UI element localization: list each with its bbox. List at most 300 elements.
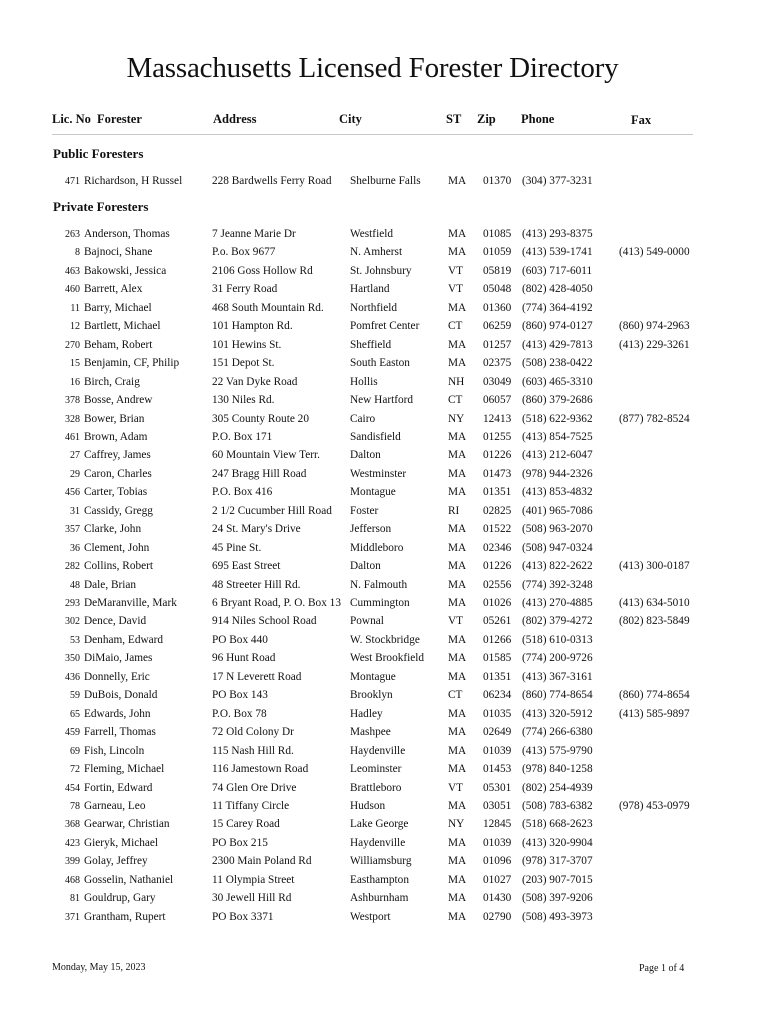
table-row xyxy=(0,671,770,689)
city-cell: Mashpee xyxy=(350,726,391,739)
phone-cell: (774) 364-4192 xyxy=(522,301,593,314)
table-row xyxy=(0,376,770,394)
table-row xyxy=(0,689,770,707)
zip-cell: 05301 xyxy=(483,781,512,794)
forester-name-cell: Edwards, John xyxy=(84,707,151,720)
zip-cell: 01360 xyxy=(483,301,512,314)
zip-cell: 01453 xyxy=(483,763,512,776)
state-cell: MA xyxy=(448,523,467,536)
state-cell: VT xyxy=(448,264,464,277)
table-row xyxy=(0,892,770,910)
zip-cell: 01255 xyxy=(483,430,512,443)
address-cell: 24 St. Mary's Drive xyxy=(212,523,301,536)
forester-name-cell: Cassidy, Gregg xyxy=(84,504,153,517)
city-cell: Hadley xyxy=(350,707,383,720)
address-cell: 15 Carey Road xyxy=(212,818,280,831)
header-st: ST xyxy=(446,112,462,126)
lic-no-cell: 8 xyxy=(75,247,80,259)
phone-cell: (802) 379-4272 xyxy=(522,615,593,628)
forester-name-cell: Caron, Charles xyxy=(84,467,152,480)
zip-cell: 12845 xyxy=(483,818,512,831)
table-row xyxy=(0,763,770,781)
forester-name-cell: DuBois, Donald xyxy=(84,689,158,702)
address-cell: 30 Jewell Hill Rd xyxy=(212,892,292,905)
fax-cell: (978) 453-0979 xyxy=(619,799,690,812)
city-cell: W. Stockbridge xyxy=(350,633,420,646)
address-cell: 116 Jamestown Road xyxy=(212,763,309,776)
city-cell: N. Falmouth xyxy=(350,578,408,591)
phone-cell: (413) 429-7813 xyxy=(522,338,593,351)
forester-name-cell: Clarke, John xyxy=(84,523,142,536)
forester-name-cell: Barrett, Alex xyxy=(84,283,143,296)
phone-cell: (774) 200-9726 xyxy=(522,652,593,665)
forester-name-cell: Beham, Robert xyxy=(84,338,153,351)
address-cell: 74 Glen Ore Drive xyxy=(212,781,297,794)
phone-cell: (978) 944-2326 xyxy=(522,467,593,480)
zip-cell: 01035 xyxy=(483,707,512,720)
lic-no-cell: 463 xyxy=(65,265,80,277)
forester-name-cell: Farrell, Thomas xyxy=(84,726,156,739)
state-cell: NY xyxy=(448,412,465,425)
fax-cell: (413) 585-9897 xyxy=(619,707,690,720)
lic-no-cell: 263 xyxy=(65,229,80,240)
address-cell: 101 Hewins St. xyxy=(212,338,282,351)
zip-cell: 02556 xyxy=(483,578,512,591)
phone-cell: (413) 212-6047 xyxy=(522,449,593,462)
city-cell: Leominster xyxy=(350,763,402,776)
table-row xyxy=(0,431,770,449)
city-cell: Shelburne Falls xyxy=(350,175,421,187)
phone-cell: (802) 254-4939 xyxy=(522,781,593,794)
zip-cell: 06057 xyxy=(483,394,512,407)
zip-cell: 01039 xyxy=(483,836,512,849)
table-row xyxy=(0,394,770,412)
state-cell: MA xyxy=(448,633,467,646)
table-row xyxy=(0,542,770,560)
zip-cell: 01585 xyxy=(483,652,512,665)
address-cell: 31 Ferry Road xyxy=(212,283,278,296)
lic-no-cell: 468 xyxy=(65,874,80,886)
zip-cell: 06234 xyxy=(483,689,512,702)
city-cell: Brooklyn xyxy=(350,689,393,702)
phone-cell: (860) 974-0127 xyxy=(522,320,593,333)
phone-cell: (508) 493-3973 xyxy=(522,910,593,923)
state-cell: VT xyxy=(448,283,464,296)
lic-no-cell: 31 xyxy=(70,505,80,517)
state-cell: MA xyxy=(448,836,467,849)
city-cell: Dalton xyxy=(350,449,381,462)
state-cell: CT xyxy=(448,689,463,702)
lic-no-cell: 328 xyxy=(65,413,80,425)
address-cell: 6 Bryant Road, P. O. Box 13 xyxy=(212,597,341,609)
address-cell: P.O. Box 416 xyxy=(212,486,273,499)
zip-cell: 03051 xyxy=(483,799,512,812)
lic-no-cell: 399 xyxy=(65,856,80,868)
state-cell: MA xyxy=(448,855,467,868)
table-row xyxy=(0,320,770,338)
zip-cell: 01059 xyxy=(483,246,512,259)
lic-no-cell: 378 xyxy=(65,395,80,407)
zip-cell: 06259 xyxy=(483,320,512,333)
address-cell: 45 Pine St. xyxy=(212,541,262,554)
table-row xyxy=(0,449,770,467)
table-row xyxy=(0,597,770,615)
city-cell: Haydenville xyxy=(350,836,406,849)
state-cell: MA xyxy=(448,892,467,905)
table-row xyxy=(0,615,770,633)
state-cell: MA xyxy=(448,301,467,314)
zip-cell: 02346 xyxy=(483,541,512,554)
phone-cell: (413) 293-8375 xyxy=(522,228,593,240)
zip-cell: 01351 xyxy=(483,486,512,499)
table-row xyxy=(0,523,770,541)
table-row xyxy=(0,911,770,929)
page-title: Massachusetts Licensed Forester Directory xyxy=(126,52,619,84)
table-row xyxy=(0,800,770,818)
city-cell: Pownal xyxy=(350,615,384,628)
forester-name-cell: Golay, Jeffrey xyxy=(84,855,148,868)
table-row xyxy=(0,726,770,744)
forester-name-cell: Brown, Adam xyxy=(84,430,148,443)
forester-name-cell: Bartlett, Michael xyxy=(84,320,161,333)
state-cell: VT xyxy=(448,615,464,628)
address-cell: 115 Nash Hill Rd. xyxy=(212,744,294,757)
phone-cell: (413) 575-9790 xyxy=(522,744,593,757)
phone-cell: (413) 320-9904 xyxy=(522,836,593,849)
zip-cell: 01085 xyxy=(483,228,512,240)
address-cell: P.O. Box 78 xyxy=(212,707,267,720)
forester-name-cell: Collins, Robert xyxy=(84,560,154,573)
table-row xyxy=(0,246,770,264)
address-cell: 468 South Mountain Rd. xyxy=(212,301,324,314)
table-row xyxy=(0,652,770,670)
zip-cell: 01096 xyxy=(483,855,512,868)
fax-cell: (413) 229-3261 xyxy=(619,338,690,351)
lic-no-cell: 16 xyxy=(70,376,80,388)
state-cell: MA xyxy=(448,910,467,923)
phone-cell: (518) 610-0313 xyxy=(522,633,593,646)
fax-cell: (413) 300-0187 xyxy=(619,560,690,573)
city-cell: Westport xyxy=(350,910,391,923)
zip-cell: 01370 xyxy=(483,175,512,187)
forester-name-cell: Gearwar, Christian xyxy=(84,818,170,831)
lic-no-cell: 69 xyxy=(70,745,80,757)
lic-no-cell: 471 xyxy=(65,176,80,187)
zip-cell: 01266 xyxy=(483,633,512,646)
address-cell: PO Box 143 xyxy=(212,689,268,702)
phone-cell: (413) 854-7525 xyxy=(522,430,593,443)
address-cell: 151 Depot St. xyxy=(212,357,275,370)
table-row xyxy=(0,634,770,652)
zip-cell: 03049 xyxy=(483,375,512,388)
phone-cell: (802) 428-4050 xyxy=(522,283,593,296)
address-cell: 7 Jeanne Marie Dr xyxy=(212,228,296,240)
table-row xyxy=(0,874,770,892)
table-row xyxy=(0,579,770,597)
phone-cell: (518) 622-9362 xyxy=(522,412,593,425)
table-row xyxy=(0,837,770,855)
forester-name-cell: Caffrey, James xyxy=(84,449,151,462)
state-cell: MA xyxy=(448,467,467,480)
forester-name-cell: Gosselin, Nathaniel xyxy=(84,873,174,886)
forester-name-cell: Dale, Brian xyxy=(84,578,137,591)
fax-cell: (413) 549-0000 xyxy=(619,246,690,259)
state-cell: MA xyxy=(448,597,467,609)
lic-no-cell: 29 xyxy=(70,468,80,480)
header-fax: Fax xyxy=(631,113,652,127)
zip-cell: 02790 xyxy=(483,910,512,923)
phone-cell: (508) 238-0422 xyxy=(522,357,593,370)
phone-cell: (413) 822-2622 xyxy=(522,560,593,573)
city-cell: Brattleboro xyxy=(350,781,402,794)
section-heading-public: Public Foresters xyxy=(53,146,144,161)
forester-name-cell: Gieryk, Michael xyxy=(84,836,159,849)
phone-cell: (860) 774-8654 xyxy=(522,689,593,702)
state-cell: MA xyxy=(448,430,467,443)
table-row xyxy=(0,265,770,283)
zip-cell: 05819 xyxy=(483,264,512,277)
address-cell: 2106 Goss Hollow Rd xyxy=(212,264,313,277)
lic-no-cell: 460 xyxy=(65,284,80,296)
city-cell: Foster xyxy=(350,504,379,517)
address-cell: P.O. Box 171 xyxy=(212,430,273,443)
table-row xyxy=(0,486,770,504)
fax-cell: (802) 823-5849 xyxy=(619,615,690,628)
footer-page-number: Page 1 of 4 xyxy=(639,963,685,974)
lic-no-cell: 456 xyxy=(65,487,80,499)
phone-cell: (508) 963-2070 xyxy=(522,523,593,536)
zip-cell: 01257 xyxy=(483,338,512,351)
lic-no-cell: 12 xyxy=(70,321,80,333)
phone-cell: (603) 465-3310 xyxy=(522,375,593,388)
city-cell: Cummington xyxy=(350,597,410,609)
lic-no-cell: 454 xyxy=(65,782,80,794)
city-cell: New Hartford xyxy=(350,394,414,407)
lic-no-cell: 350 xyxy=(65,653,80,665)
forester-name-cell: Fish, Lincoln xyxy=(84,744,145,757)
forester-name-cell: DeMaranville, Mark xyxy=(84,597,177,609)
address-cell: 72 Old Colony Dr xyxy=(212,726,294,739)
state-cell: MA xyxy=(448,541,467,554)
forester-name-cell: Donnelly, Eric xyxy=(84,670,150,683)
zip-cell: 01522 xyxy=(483,523,512,536)
forester-name-cell: Anderson, Thomas xyxy=(84,228,170,240)
lic-no-cell: 15 xyxy=(70,358,80,370)
city-cell: Cairo xyxy=(350,412,376,425)
forester-name-cell: Bajnoci, Shane xyxy=(84,246,153,259)
table-row xyxy=(0,782,770,800)
city-cell: Westfield xyxy=(350,228,394,240)
address-cell: 48 Streeter Hill Rd. xyxy=(212,578,301,591)
table-row xyxy=(0,228,770,246)
phone-cell: (774) 392-3248 xyxy=(522,578,593,591)
lic-no-cell: 48 xyxy=(70,579,80,591)
forester-name-cell: Carter, Tobias xyxy=(84,486,148,499)
address-cell: 17 N Leverett Road xyxy=(212,670,302,683)
phone-cell: (413) 853-4832 xyxy=(522,486,593,499)
state-cell: MA xyxy=(448,228,467,240)
city-cell: Easthampton xyxy=(350,873,409,886)
city-cell: Westminster xyxy=(350,467,407,480)
state-cell: MA xyxy=(448,246,467,259)
forester-name-cell: Fleming, Michael xyxy=(84,763,165,776)
state-cell: MA xyxy=(448,799,467,812)
state-cell: MA xyxy=(448,707,467,720)
forester-name-cell: Benjamin, CF, Philip xyxy=(84,357,180,370)
state-cell: NH xyxy=(448,375,465,388)
state-cell: MA xyxy=(448,486,467,499)
table-row xyxy=(0,339,770,357)
forester-name-cell: Richardson, H Russel xyxy=(84,175,183,187)
address-cell: 96 Hunt Road xyxy=(212,652,276,665)
forester-name-cell: Gouldrup, Gary xyxy=(84,892,156,905)
header-address: Address xyxy=(213,112,257,126)
zip-cell: 01039 xyxy=(483,744,512,757)
city-cell: Montague xyxy=(350,670,396,683)
phone-cell: (508) 783-6382 xyxy=(522,799,593,812)
zip-cell: 05048 xyxy=(483,283,512,296)
table-row xyxy=(0,505,770,523)
zip-cell: 12413 xyxy=(483,412,512,425)
forester-name-cell: DiMaio, James xyxy=(84,652,153,665)
zip-cell: 01430 xyxy=(483,892,512,905)
phone-cell: (401) 965-7086 xyxy=(522,504,593,517)
city-cell: Middleboro xyxy=(350,541,404,554)
lic-no-cell: 423 xyxy=(65,837,80,849)
phone-cell: (978) 317-3707 xyxy=(522,855,593,868)
table-row xyxy=(0,357,770,375)
phone-cell: (413) 539-1741 xyxy=(522,246,593,259)
lic-no-cell: 302 xyxy=(65,616,80,628)
phone-cell: (774) 266-6380 xyxy=(522,726,593,739)
fax-cell: (860) 774-8654 xyxy=(619,689,690,702)
forester-name-cell: Barry, Michael xyxy=(84,301,152,314)
address-cell: 11 Olympia Street xyxy=(212,873,295,886)
lic-no-cell: 11 xyxy=(70,302,80,314)
city-cell: Ashburnham xyxy=(350,892,409,905)
city-cell: Sheffield xyxy=(350,338,392,351)
address-cell: 22 Van Dyke Road xyxy=(212,375,298,388)
city-cell: Williamsburg xyxy=(350,855,412,868)
zip-cell: 01351 xyxy=(483,670,512,683)
address-cell: 695 East Street xyxy=(212,560,281,573)
state-cell: MA xyxy=(448,175,467,187)
fax-cell: (413) 634-5010 xyxy=(619,597,690,609)
zip-cell: 01026 xyxy=(483,597,512,609)
city-cell: N. Amherst xyxy=(350,246,403,259)
header-divider xyxy=(52,134,693,135)
phone-cell: (603) 717-6011 xyxy=(522,264,593,277)
state-cell: MA xyxy=(448,652,467,665)
header-forester: Forester xyxy=(97,112,142,126)
forester-name-cell: Fortin, Edward xyxy=(84,781,153,794)
header-zip: Zip xyxy=(477,112,496,126)
address-cell: 914 Niles School Road xyxy=(212,615,317,628)
address-cell: 60 Mountain View Terr. xyxy=(212,449,320,462)
lic-no-cell: 59 xyxy=(70,690,80,702)
zip-cell: 02825 xyxy=(483,504,512,517)
phone-cell: (203) 907-7015 xyxy=(522,873,593,886)
state-cell: MA xyxy=(448,338,467,351)
state-cell: MA xyxy=(448,560,467,573)
header-phone: Phone xyxy=(521,112,555,126)
forester-name-cell: Clement, John xyxy=(84,541,150,554)
phone-cell: (304) 377-3231 xyxy=(522,175,593,187)
address-cell: 228 Bardwells Ferry Road xyxy=(212,175,332,187)
city-cell: West Brookfield xyxy=(350,652,425,665)
forester-name-cell: Garneau, Leo xyxy=(84,799,146,812)
header-lic-no: Lic. No xyxy=(52,112,91,126)
table-row xyxy=(0,283,770,301)
city-cell: St. Johnsbury xyxy=(350,264,412,277)
table-row xyxy=(0,175,770,193)
address-cell: PO Box 215 xyxy=(212,836,268,849)
city-cell: Hudson xyxy=(350,799,386,812)
lic-no-cell: 357 xyxy=(65,524,80,536)
address-cell: 247 Bragg Hill Road xyxy=(212,467,307,480)
address-cell: 101 Hampton Rd. xyxy=(212,320,293,333)
state-cell: MA xyxy=(448,873,467,886)
zip-cell: 05261 xyxy=(483,615,512,628)
city-cell: Dalton xyxy=(350,560,381,573)
city-cell: Hollis xyxy=(350,375,378,388)
state-cell: VT xyxy=(448,781,464,794)
state-cell: MA xyxy=(448,578,467,591)
phone-cell: (508) 397-9206 xyxy=(522,892,593,905)
address-cell: 11 Tiffany Circle xyxy=(212,799,290,812)
header-city: City xyxy=(339,112,362,126)
phone-cell: (508) 947-0324 xyxy=(522,541,593,554)
lic-no-cell: 53 xyxy=(70,634,80,646)
phone-cell: (413) 270-4885 xyxy=(522,597,593,609)
lic-no-cell: 368 xyxy=(65,819,80,831)
address-cell: 2300 Main Poland Rd xyxy=(212,855,312,868)
city-cell: Hartland xyxy=(350,283,390,296)
forester-name-cell: Bakowski, Jessica xyxy=(84,264,167,277)
forester-name-cell: Dence, David xyxy=(84,615,147,628)
address-cell: P.o. Box 9677 xyxy=(212,246,276,259)
table-row xyxy=(0,745,770,763)
zip-cell: 02375 xyxy=(483,357,512,370)
phone-cell: (860) 379-2686 xyxy=(522,394,593,407)
state-cell: RI xyxy=(448,504,460,517)
table-row xyxy=(0,818,770,836)
city-cell: South Easton xyxy=(350,357,410,370)
state-cell: MA xyxy=(448,670,467,683)
state-cell: CT xyxy=(448,320,463,333)
table-row xyxy=(0,302,770,320)
state-cell: MA xyxy=(448,744,467,757)
city-cell: Jefferson xyxy=(350,523,392,536)
table-row xyxy=(0,468,770,486)
fax-cell: (877) 782-8524 xyxy=(619,412,690,425)
phone-cell: (413) 320-5912 xyxy=(522,707,593,720)
fax-cell: (860) 974-2963 xyxy=(619,320,690,333)
forester-name-cell: Bosse, Andrew xyxy=(84,394,153,407)
lic-no-cell: 65 xyxy=(70,708,80,720)
state-cell: NY xyxy=(448,818,465,831)
zip-cell: 01226 xyxy=(483,449,512,462)
table-row xyxy=(0,413,770,431)
table-row xyxy=(0,855,770,873)
lic-no-cell: 461 xyxy=(65,431,80,443)
city-cell: Pomfret Center xyxy=(350,320,420,333)
lic-no-cell: 78 xyxy=(70,800,80,812)
zip-cell: 01473 xyxy=(483,467,512,480)
table-row xyxy=(0,708,770,726)
zip-cell: 01027 xyxy=(483,873,512,886)
state-cell: MA xyxy=(448,726,467,739)
